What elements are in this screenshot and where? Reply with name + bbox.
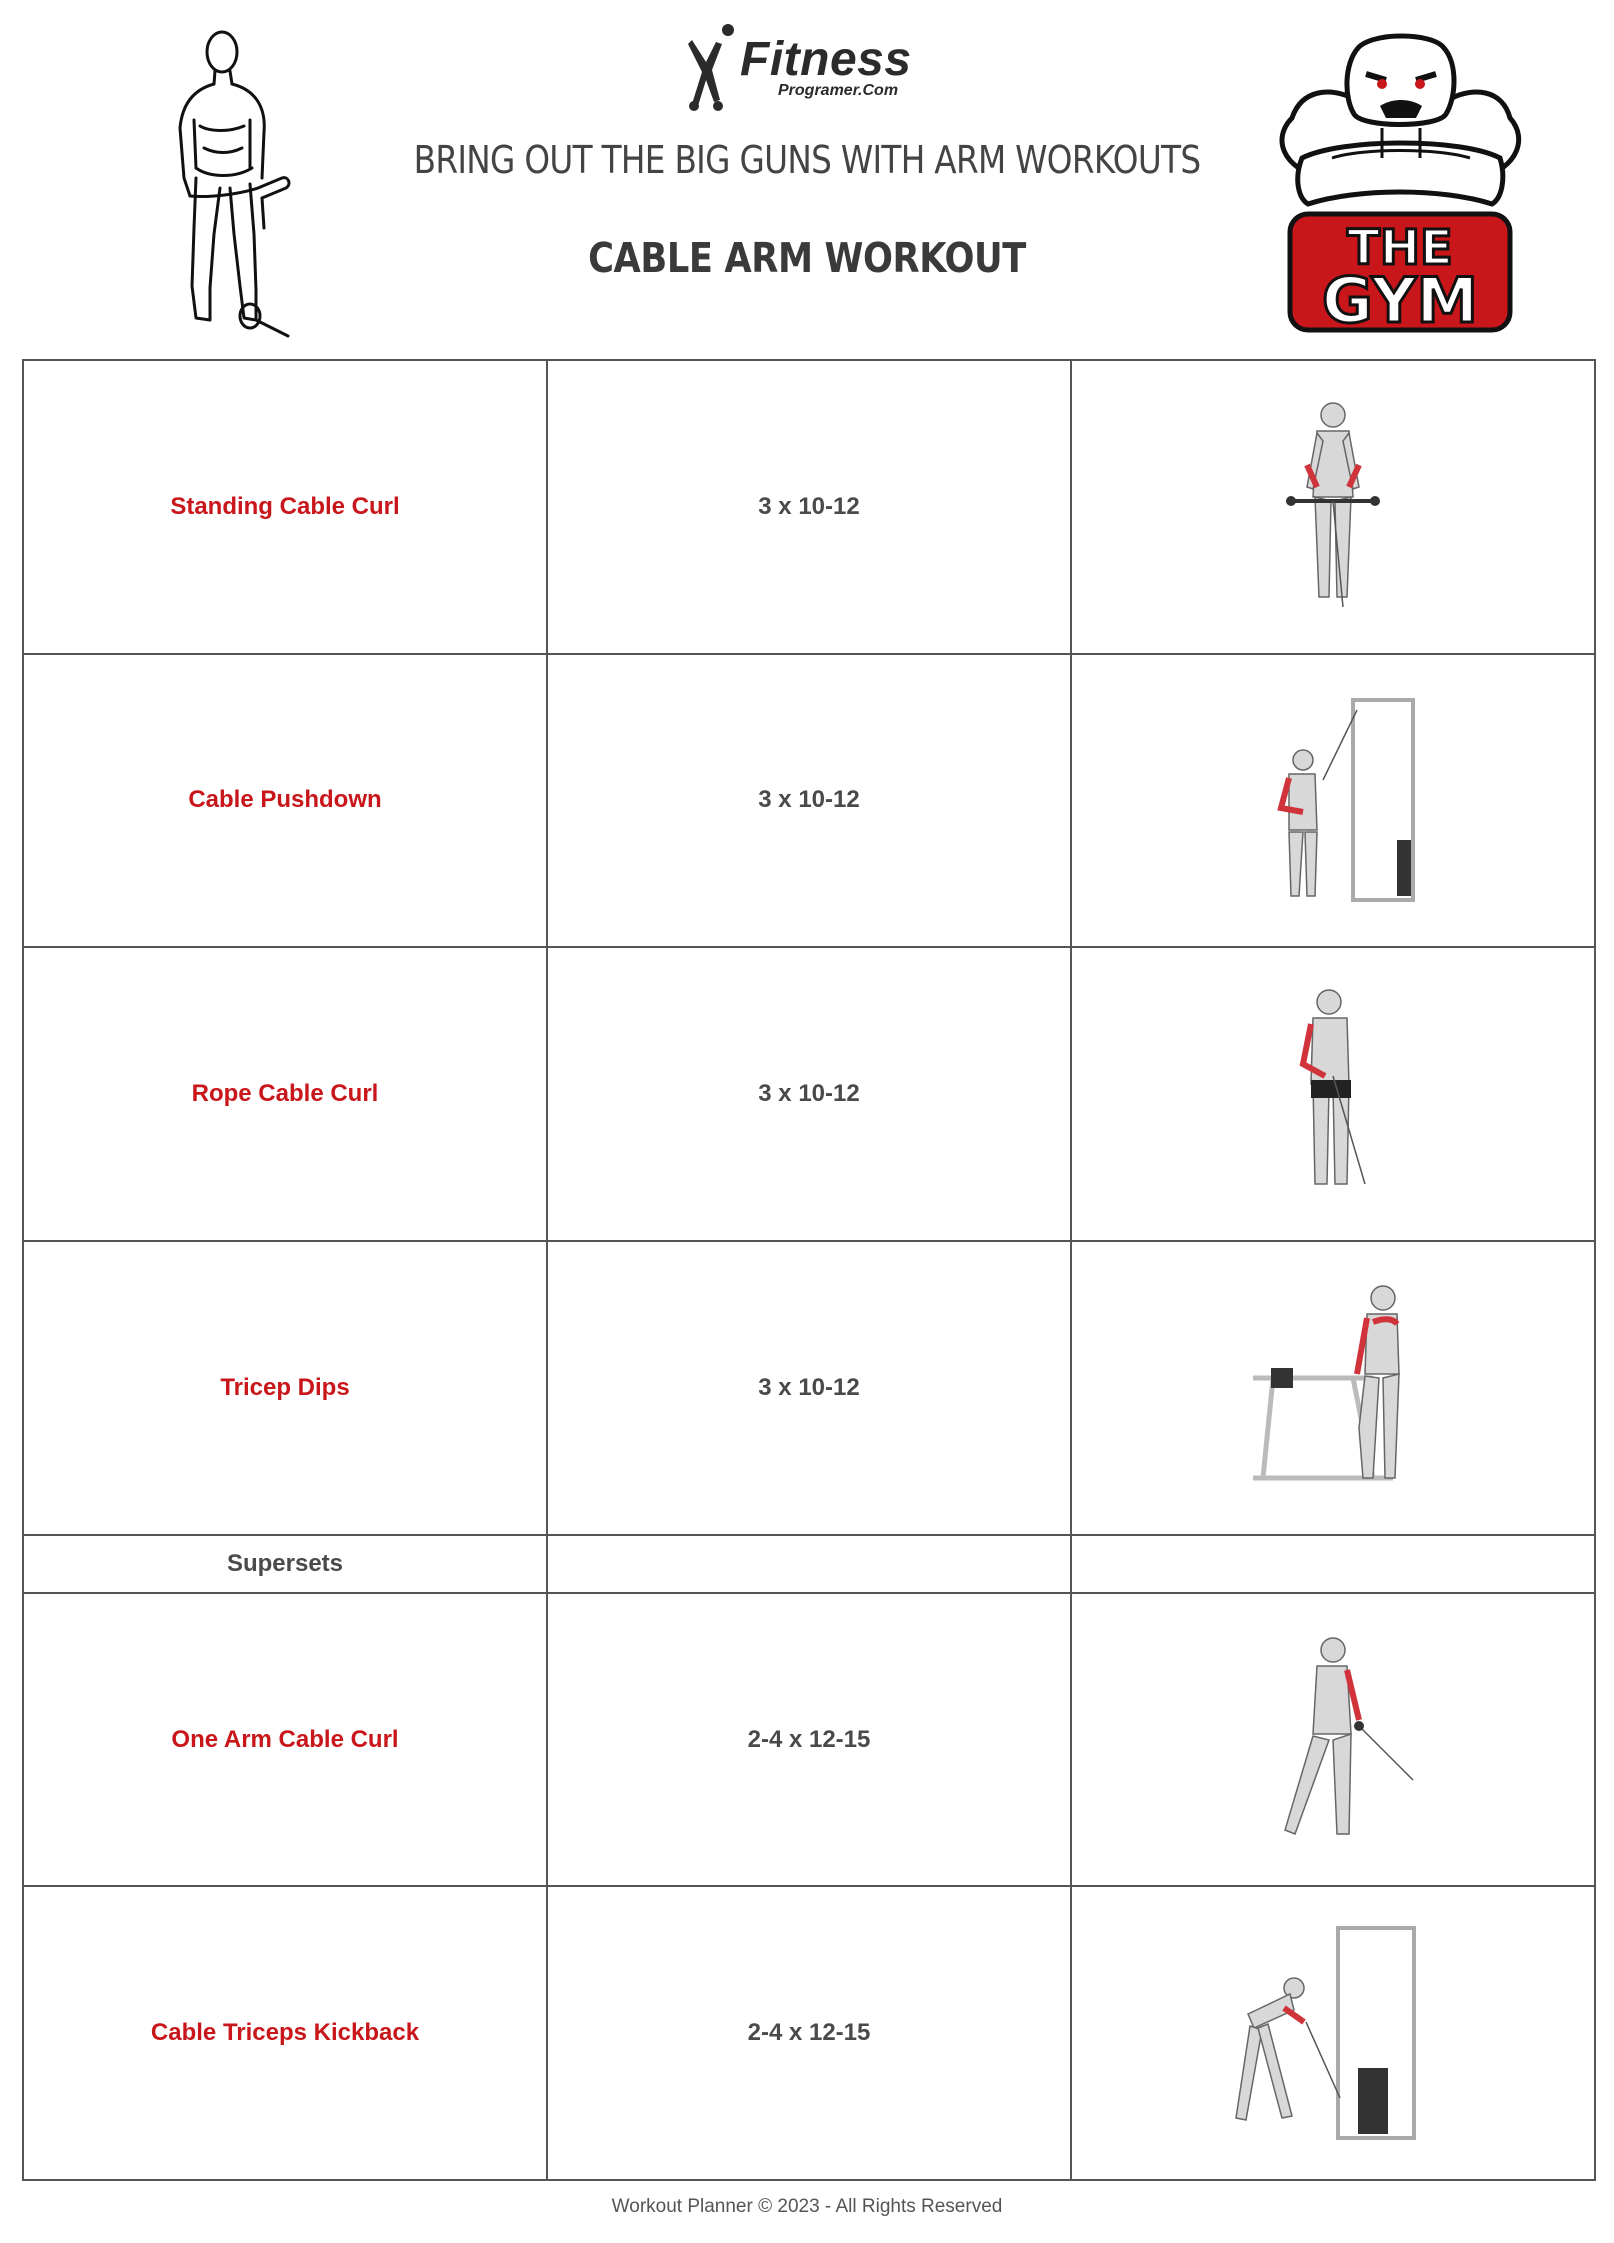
exercise-image-cell	[1071, 947, 1595, 1241]
figure-sketch-icon	[170, 28, 320, 340]
table-row	[23, 1593, 1595, 1887]
exercise-name-cell	[23, 654, 547, 948]
brand-subtitle: Programer.Com	[778, 82, 899, 99]
sets-reps: 3 x 10-12	[758, 1373, 860, 1401]
cable-pushdown-illustration	[1233, 690, 1433, 910]
table-row	[23, 947, 1595, 1241]
sets-reps: 3 x 10-12	[758, 786, 860, 814]
section-label: Supersets	[226, 1549, 344, 1577]
exercise-image-cell	[1071, 360, 1595, 654]
page-footer: Workout Planner © 2023 - All Rights Reserved	[611, 2196, 1003, 2217]
sets-reps-cell	[547, 654, 1071, 948]
table-row	[23, 654, 1595, 948]
gym-logo-top-text: THE	[1347, 220, 1453, 276]
table-row	[23, 1535, 1595, 1593]
exercise-image-cell	[1071, 1593, 1595, 1887]
one-arm-cable-curl-illustration	[1233, 1630, 1433, 1850]
sets-reps: 3 x 10-12	[758, 1080, 860, 1108]
exercise-name-cell	[23, 1593, 547, 1887]
brand-name: Fitness	[740, 33, 912, 86]
exercise-name: Rope Cable Curl	[191, 1080, 379, 1108]
exercise-image-cell	[1071, 654, 1595, 948]
exercise-image-cell	[1071, 1886, 1595, 2180]
sets-reps: 3 x 10-12	[758, 492, 860, 520]
exercise-name: Cable Triceps Kickback	[150, 2019, 420, 2047]
cable-triceps-kickback-illustration	[1228, 1918, 1438, 2148]
tricep-dips-illustration	[1233, 1278, 1433, 1498]
workout-table	[22, 359, 1596, 2181]
sets-reps-cell	[547, 1241, 1071, 1535]
gorilla-icon	[1282, 36, 1519, 204]
rope-cable-curl-illustration	[1273, 984, 1393, 1204]
page-headline: BRING OUT THE BIG GUNS WITH ARM WORKOUTS	[413, 138, 1201, 182]
exercise-name: Cable Pushdown	[188, 786, 382, 814]
sets-reps: 2-4 x 12-15	[747, 1725, 871, 1753]
exercise-name: Standing Cable Curl	[170, 492, 400, 520]
exercise-name-cell	[23, 1241, 547, 1535]
table-row	[23, 1886, 1595, 2180]
empty-cell	[547, 1535, 1071, 1593]
sets-reps-cell	[547, 1886, 1071, 2180]
exercise-name-cell	[23, 947, 547, 1241]
brand-logo	[686, 22, 946, 112]
table-row	[23, 1241, 1595, 1535]
separator-cell	[23, 1535, 547, 1593]
exercise-name-cell	[23, 1886, 547, 2180]
standing-cable-curl-illustration	[1273, 397, 1393, 617]
sets-reps-cell	[547, 1593, 1071, 1887]
table-row	[23, 360, 1595, 654]
the-gym-logo	[1262, 28, 1538, 338]
sets-reps-cell	[547, 947, 1071, 1241]
empty-cell	[1071, 1535, 1595, 1593]
exercise-name: Tricep Dips	[220, 1373, 350, 1401]
athlete-logo-icon	[686, 22, 742, 112]
page-title: CABLE ARM WORKOUT	[588, 234, 1026, 282]
exercise-name-cell	[23, 360, 547, 654]
exercise-name: One Arm Cable Curl	[171, 1725, 399, 1753]
gym-logo-bottom-text: GYM	[1321, 264, 1479, 337]
exercise-image-cell	[1071, 1241, 1595, 1535]
page-header	[0, 0, 1614, 360]
sets-reps-cell	[547, 360, 1071, 654]
sets-reps: 2-4 x 12-15	[747, 2019, 871, 2047]
